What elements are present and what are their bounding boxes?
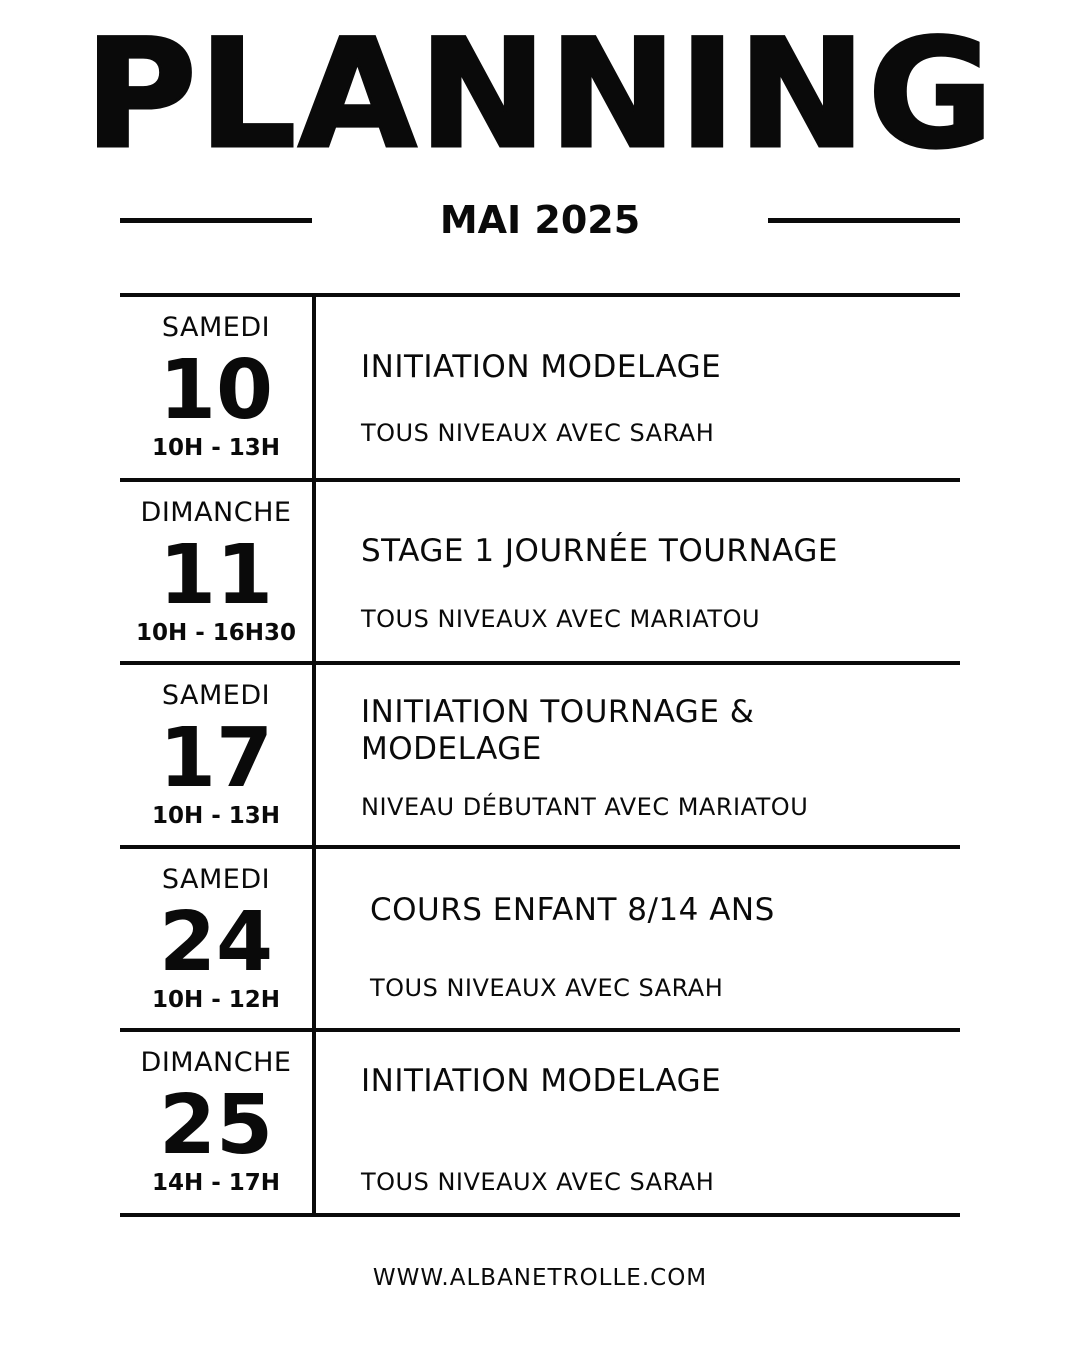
event-subtitle: NIVEAU DÉBUTANT AVEC MARIATOU bbox=[361, 793, 809, 821]
schedule-row bbox=[120, 296, 960, 480]
event-title: INITIATION TOURNAGE & MODELAGE bbox=[361, 694, 755, 767]
date-number: 10 bbox=[158, 343, 274, 438]
date-cell bbox=[120, 848, 312, 1032]
website-link[interactable]: WWW.ALBANETROLLE.COM bbox=[372, 1265, 708, 1291]
event-title: COURS ENFANT 8/14 ANS bbox=[370, 892, 775, 928]
date-number: 17 bbox=[158, 711, 274, 806]
time-range: 14H - 17H bbox=[151, 1170, 281, 1196]
date-number: 24 bbox=[158, 895, 274, 990]
event-subtitle: TOUS NIVEAUX AVEC MARIATOU bbox=[361, 605, 761, 633]
event-subtitle: TOUS NIVEAUX AVEC SARAH bbox=[361, 419, 715, 447]
date-cell bbox=[120, 481, 312, 665]
subtitle-rule-left bbox=[120, 218, 312, 223]
event-title: STAGE 1 JOURNÉE TOURNAGE bbox=[361, 533, 838, 569]
weekday-label: SAMEDI bbox=[161, 864, 271, 895]
weekday-label: SAMEDI bbox=[161, 312, 271, 343]
time-range: 10H - 13H bbox=[151, 803, 281, 829]
event-subtitle: TOUS NIVEAUX AVEC SARAH bbox=[361, 1168, 715, 1196]
time-range: 10H - 12H bbox=[151, 987, 281, 1013]
event-subtitle: TOUS NIVEAUX AVEC SARAH bbox=[370, 974, 724, 1002]
schedule-row bbox=[120, 848, 960, 1032]
weekday-label: SAMEDI bbox=[161, 680, 271, 711]
time-range: 10H - 16H30 bbox=[135, 620, 297, 646]
date-cell bbox=[120, 1031, 312, 1215]
event-title: INITIATION MODELAGE bbox=[361, 1063, 722, 1099]
date-number: 25 bbox=[158, 1078, 274, 1173]
date-cell bbox=[120, 296, 312, 480]
event-title: INITIATION MODELAGE bbox=[361, 349, 722, 385]
schedule-row bbox=[120, 664, 960, 848]
schedule-row bbox=[120, 481, 960, 665]
date-cell bbox=[120, 664, 312, 848]
time-range: 10H - 13H bbox=[151, 435, 281, 461]
page-title: PLANNING bbox=[84, 8, 996, 182]
weekday-label: DIMANCHE bbox=[140, 1047, 292, 1078]
date-number: 11 bbox=[158, 528, 274, 623]
month-subtitle: MAI 2025 bbox=[439, 198, 641, 242]
weekday-label: DIMANCHE bbox=[140, 497, 292, 528]
subtitle-rule-right bbox=[768, 218, 960, 223]
schedule-row bbox=[120, 1031, 960, 1215]
